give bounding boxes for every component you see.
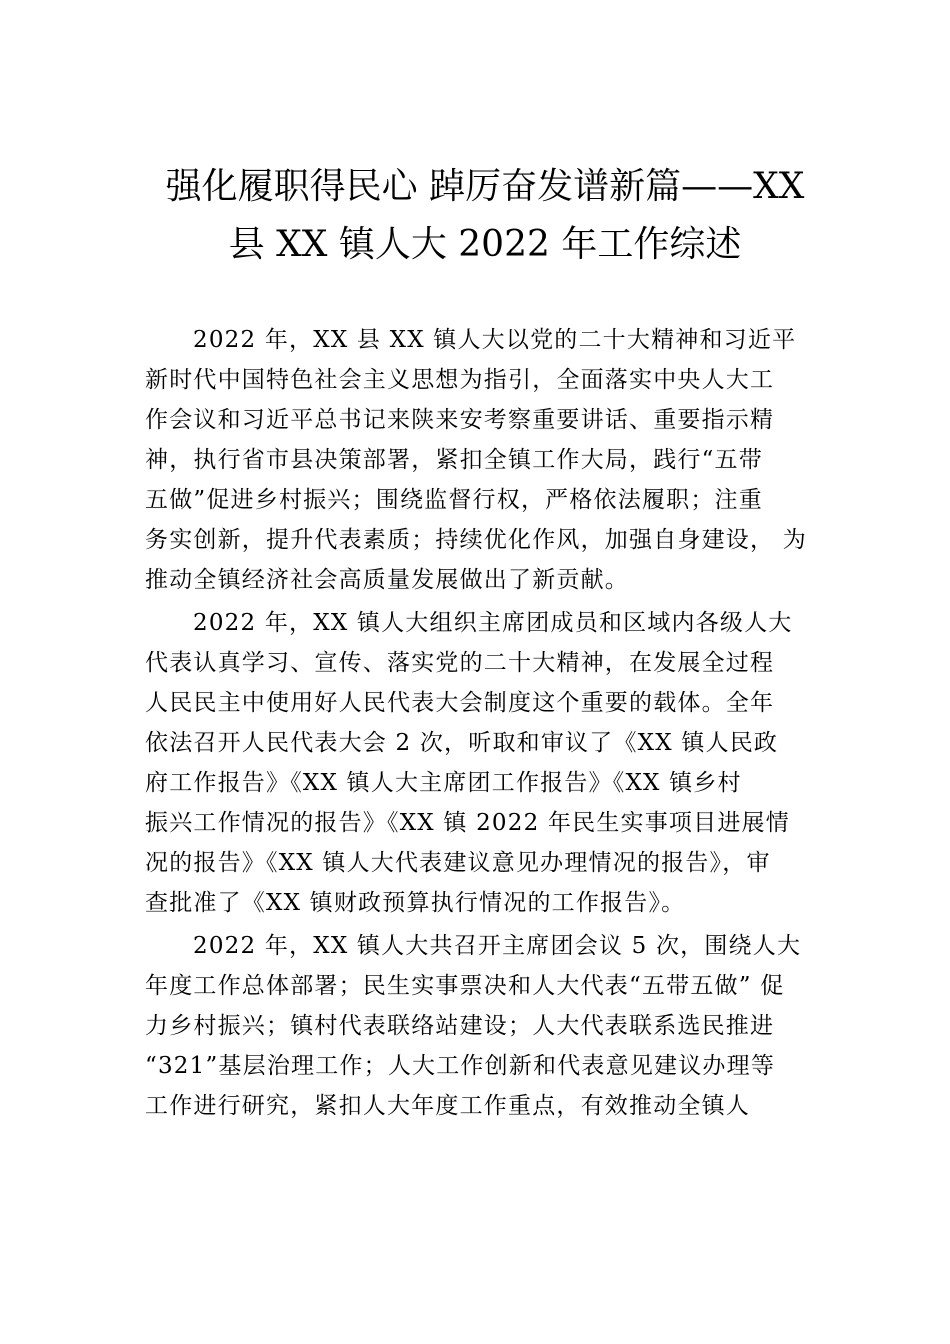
paragraph-line: 2022 年，XX 镇人大共召开主席团会议 5 次，围绕人大 <box>193 933 802 959</box>
paragraph-line: 工作进行研究，紧扣人大年度工作重点，有效推动全镇人 <box>145 1093 750 1119</box>
paragraph-line: 况的报告》《XX 镇人大代表建议意见办理情况的报告》，审 <box>145 850 771 876</box>
paragraph-line: 务实创新，提升代表素质；持续优化作风，加强自身建设， 为 <box>145 527 807 553</box>
paragraph-line: 新时代中国特色社会主义思想为指引，全面落实中央人大工 <box>145 367 775 393</box>
document-title <box>140 158 830 274</box>
document-body <box>145 320 830 1129</box>
paragraph-line: 人民民主中使用好人民代表大会制度这个重要的载体。全年 <box>145 690 775 716</box>
paragraph-line: 代表认真学习、宣传、落实党的二十大精神，在发展全过程 <box>145 650 775 676</box>
paragraph-line: 神，执行省市县决策部署，紧扣全镇工作大局，践行“五带 <box>145 447 763 473</box>
paragraph-line: 作会议和习近平总书记来陕来安考察重要讲话、重要指示精 <box>145 407 775 433</box>
paragraph-line: 力乡村振兴；镇村代表联络站建设；人大代表联系选民推进 <box>145 1013 775 1039</box>
paragraph-line: 推动全镇经济社会高质量发展做出了新贡献。 <box>145 567 629 593</box>
paragraph-line: “321”基层治理工作；人大工作创新和代表意见建议办理等 <box>145 1053 776 1079</box>
paragraph-2 <box>145 603 830 923</box>
paragraph-1 <box>145 320 830 600</box>
title-line-2: 县 XX 镇人大 2022 年工作综述 <box>228 224 742 265</box>
paragraph-line: 五做”促进乡村振兴；围绕监督行权，严格依法履职；注重 <box>145 487 763 513</box>
paragraph-line: 查批准了《XX 镇财政预算执行情况的工作报告》。 <box>145 890 686 916</box>
paragraph-line: 2022 年，XX 县 XX 镇人大以党的二十大精神和习近平 <box>193 327 797 353</box>
paragraph-line: 依法召开人民代表大会 2 次，听取和审议了《XX 镇人民政 <box>145 730 779 756</box>
paragraph-line: 府工作报告》《XX 镇人大主席团工作报告》《XX 镇乡村 <box>145 770 742 796</box>
paragraph-3 <box>145 926 830 1126</box>
paragraph-line: 年度工作总体部署；民生实事票决和人大代表“五带五做” 促 <box>145 973 785 999</box>
title-line-1: 强化履职得民心 踔厉奋发谱新篇——XX <box>165 166 805 207</box>
paragraph-line: 振兴工作情况的报告》《XX 镇 2022 年民生实事项目进展情 <box>145 810 790 836</box>
paragraph-line: 2022 年，XX 镇人大组织主席团成员和区域内各级人大 <box>193 610 793 636</box>
